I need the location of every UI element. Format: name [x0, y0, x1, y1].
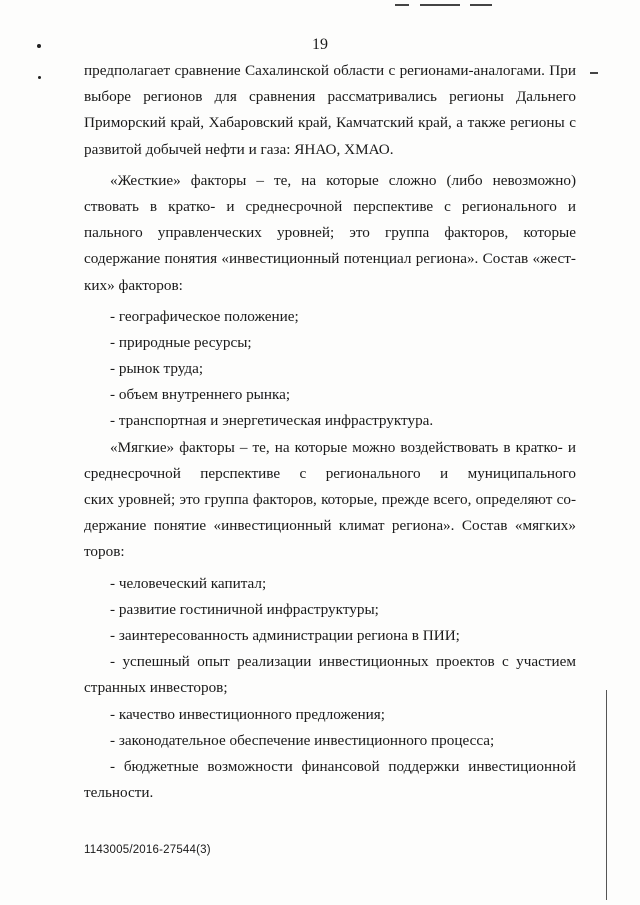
- hard-factors-list: [84, 304, 576, 435]
- text-line: выборе регионов для сравнения рассматривались регионы Дальнего: [84, 88, 576, 106]
- document-id: 1143005/2016-27544(3): [84, 844, 211, 856]
- paragraph-2: [84, 168, 576, 299]
- list-item: - географическое положение;: [110, 307, 299, 325]
- list-item: - развитие гостиничной инфраструктуры;: [110, 600, 379, 618]
- list-item: - транспортная и энергетическая инфраструктура.: [110, 412, 434, 430]
- scan-mark: [420, 4, 460, 6]
- scan-edge-line: [606, 690, 607, 900]
- list-item-continuation: тельности.: [84, 784, 154, 802]
- list-item-continuation: странных инвесторов;: [84, 679, 228, 697]
- text-line: «Жесткие» факторы – те, на которые сложно (либо невозможно): [110, 171, 576, 189]
- list-item: - человеческий капитал;: [110, 574, 267, 592]
- text-line: Приморский край, Хабаровский край, Камчатский край, а также регионы с: [84, 114, 576, 132]
- list-item: - качество инвестиционного предложения;: [110, 705, 385, 723]
- scan-mark: [590, 72, 598, 74]
- text-line: ствовать в кратко- и среднесрочной перспективе с регионального и: [84, 197, 576, 215]
- text-line: развитой добычей нефти и газа: ЯНАО, ХМАО.: [84, 140, 394, 158]
- text-line: ких» факторов:: [84, 276, 183, 294]
- text-line: среднесрочной перспективе с регионального и муниципального: [84, 464, 576, 482]
- text-line: пального управленческих уровней; это группа факторов, которые: [84, 224, 576, 242]
- text-line: «Мягкие» факторы – те, на которые можно воздействовать в кратко- и: [110, 438, 576, 456]
- list-item: - законодательное обеспечение инвестиционного процесса;: [110, 731, 495, 749]
- scan-mark: [470, 4, 492, 6]
- body-text: [84, 58, 576, 806]
- text-line: предполагает сравнение Сахалинской области с регионами-аналогами. При: [84, 62, 576, 79]
- scan-speck: [38, 76, 41, 79]
- soft-factors-list: [84, 571, 576, 807]
- paragraph-3: [84, 435, 576, 566]
- list-item: - природные ресурсы;: [110, 333, 252, 351]
- list-item: - бюджетные возможности финансовой поддержки инвестиционной: [110, 757, 576, 775]
- paragraph-1: [84, 58, 576, 163]
- list-item: - рынок труда;: [110, 360, 204, 378]
- text-line: содержание понятия «инвестиционный потенциал региона». Состав «жест-: [84, 250, 576, 268]
- text-line: ских уровней; это группа факторов, которые, прежде всего, определяют со-: [84, 491, 576, 508]
- list-item: - заинтересованность администрации региона в ПИИ;: [110, 626, 460, 644]
- list-item: - объем внутреннего рынка;: [110, 386, 291, 404]
- page-number: 19: [312, 36, 328, 53]
- list-item: - успешный опыт реализации инвестиционных проектов с участием: [110, 653, 576, 671]
- scan-mark: [395, 4, 409, 6]
- text-line: торов:: [84, 543, 125, 561]
- text-line: держание понятие «инвестиционный климат региона». Состав «мягких»: [84, 517, 576, 535]
